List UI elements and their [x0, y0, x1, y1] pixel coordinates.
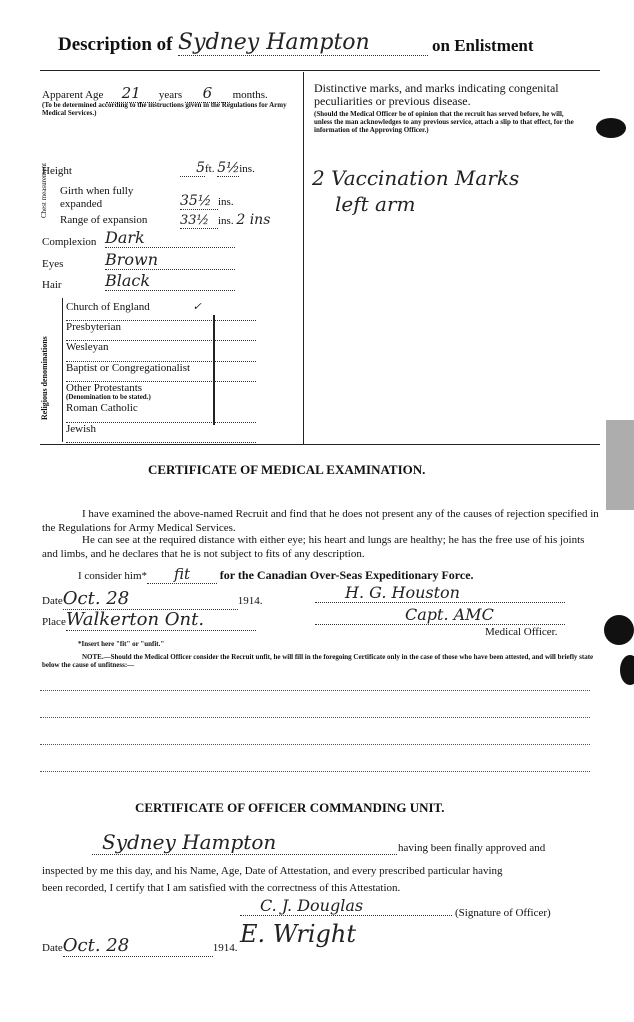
other-protestants-note: (Denomination to be stated.): [66, 393, 151, 401]
medical-heading: CERTIFICATE OF MEDICAL EXAMINATION.: [148, 462, 426, 477]
complexion-value: Dark: [105, 228, 235, 248]
girth-unit: ins.: [218, 196, 234, 208]
insert-note: *Insert here "fit" or "unfit.": [78, 640, 165, 648]
signature-label: (Signature of Officer): [455, 907, 551, 919]
religion-label: Religious denominations: [40, 336, 49, 420]
religion-church-of-england: Church of England ✓: [66, 300, 256, 321]
consider-row: [78, 565, 474, 584]
eyes-label: Eyes: [42, 258, 64, 270]
recruit-name: Sydney Hampton: [178, 30, 428, 56]
title-suffix: on Enlistment: [432, 36, 534, 55]
age-note: (To be determined according to the instructions given in the Regulations for Army Medical Services.): [42, 101, 287, 117]
religion-bracket: [62, 298, 63, 442]
blank-line: [40, 771, 590, 772]
date-value: Oct. 28: [63, 588, 238, 610]
column-divider: [303, 72, 304, 444]
consider-prefix: I consider him*: [78, 570, 148, 582]
marks-note: (Should the Medical Officer be of opinion that the recruit has served before, he will, unless the man acknowledges to any previous service, attach a slip to that effect, for the information of the Approving Officer.): [314, 110, 574, 134]
age-months: 6: [185, 84, 230, 103]
date-year: 1914.: [237, 595, 263, 607]
section-rule: [40, 444, 600, 445]
blank-line: [40, 744, 590, 745]
date-label: Date: [42, 942, 63, 954]
height-label: Height: [42, 165, 72, 177]
second-signature: E. Wright: [240, 920, 356, 948]
blank-line: [40, 717, 590, 718]
place-label: Place: [42, 616, 66, 628]
religion-roman-catholic: Roman Catholic: [66, 402, 256, 423]
ins-label: ins.: [239, 163, 255, 175]
age-label: Apparent Age: [42, 89, 104, 101]
ft-label: ft.: [205, 163, 215, 175]
religion-presbyterian: Presbyterian: [66, 321, 256, 342]
marks-label: Distinctive marks, and marks indicating congenital peculiarities or previous disease.: [314, 81, 559, 108]
religion-other-protestants: Other Protestants: [66, 382, 143, 394]
hair-label: Hair: [42, 279, 62, 291]
height-ft: 5: [180, 160, 205, 177]
punch-hole-mark: [620, 655, 634, 685]
range-unit: ins.: [218, 215, 234, 227]
date-value: Oct. 28: [63, 935, 213, 957]
medical-officer-signature: H. G. Houston: [315, 583, 565, 603]
consider-suffix: for the Canadian Over-Seas Expeditionary Force.: [219, 568, 474, 582]
months-label: months.: [232, 89, 268, 101]
unfit-note: NOTE.—Should the Medical Officer consider the Recruit unfit, he will fill in the foregoing Certificate only in the case of those who have been attested, and will briefly state below the cause of unfitness:—: [42, 653, 594, 669]
years-label: years: [158, 89, 183, 101]
commanding-heading: CERTIFICATE OF OFFICER COMMANDING UNIT.: [135, 800, 445, 815]
date-year: 1914.: [212, 942, 238, 954]
marks-line-1: 2 Vaccination Marks: [312, 166, 520, 190]
range-label: Range of expansion: [60, 214, 148, 226]
commanding-text-1: having been finally approved and: [398, 842, 546, 854]
marks-line-2: left arm: [335, 192, 416, 216]
date-label: Date: [42, 595, 63, 607]
hair-value: Black: [105, 271, 235, 291]
girth-value: 35½: [180, 193, 218, 210]
medical-para-2: He can see at the required distance with either eye; his heart and lungs are healthy; he has the free use of his joints and limbs, and he declares that he is not subject to fits of any description.: [42, 534, 585, 560]
medical-date-row: [42, 588, 263, 610]
place-row: [42, 609, 256, 631]
range-value: 33½: [180, 213, 218, 229]
commanding-text-2: inspected by me this day, and his Name, Age, Date of Attestation, and every prescribed particular having: [42, 865, 503, 877]
eyes-value: Brown: [105, 250, 235, 270]
commanding-date-row: [42, 935, 238, 957]
age-years: 21: [106, 84, 156, 103]
title-prefix: Description of: [58, 34, 173, 55]
complexion-label: Complexion: [42, 236, 97, 248]
commanding-recruit-name: Sydney Hampton: [92, 830, 397, 855]
height-value: [180, 160, 255, 177]
range-extra: 2 ins: [236, 212, 271, 228]
religion-wesleyan: Wesleyan: [66, 341, 256, 362]
place-value: Walkerton Ont.: [66, 609, 256, 631]
scan-smudge: [606, 420, 634, 510]
medical-officer-rank: Capt. AMC: [315, 605, 565, 625]
religion-jewish: Jewish: [66, 423, 256, 444]
girth-label: Girth when fully expanded: [60, 185, 134, 210]
punch-hole-mark: [604, 615, 634, 645]
punch-hole-mark: [596, 118, 626, 138]
medical-para-1: I have examined the above-named Recruit and find that he does not present any of the causes of rejection specified in the Regulations for Army Medical Services.: [42, 508, 599, 534]
medical-officer-label: Medical Officer.: [485, 626, 558, 638]
consider-value: fit: [147, 565, 217, 584]
religion-baptist: Baptist or Congregationalist: [66, 362, 256, 383]
commanding-officer-signature: C. J. Douglas: [240, 896, 452, 916]
religion-list: [66, 300, 298, 443]
height-in: 5½: [217, 160, 240, 176]
blank-line: [40, 690, 590, 691]
religion-strike-line: [213, 315, 215, 425]
header-rule: [40, 70, 600, 71]
chest-label: Chest measurement: [40, 162, 48, 218]
commanding-text-3: been recorded, I certify that I am satisfied with the correctness of this Attestation.: [42, 882, 401, 894]
religion-mark: ✓: [192, 300, 202, 313]
